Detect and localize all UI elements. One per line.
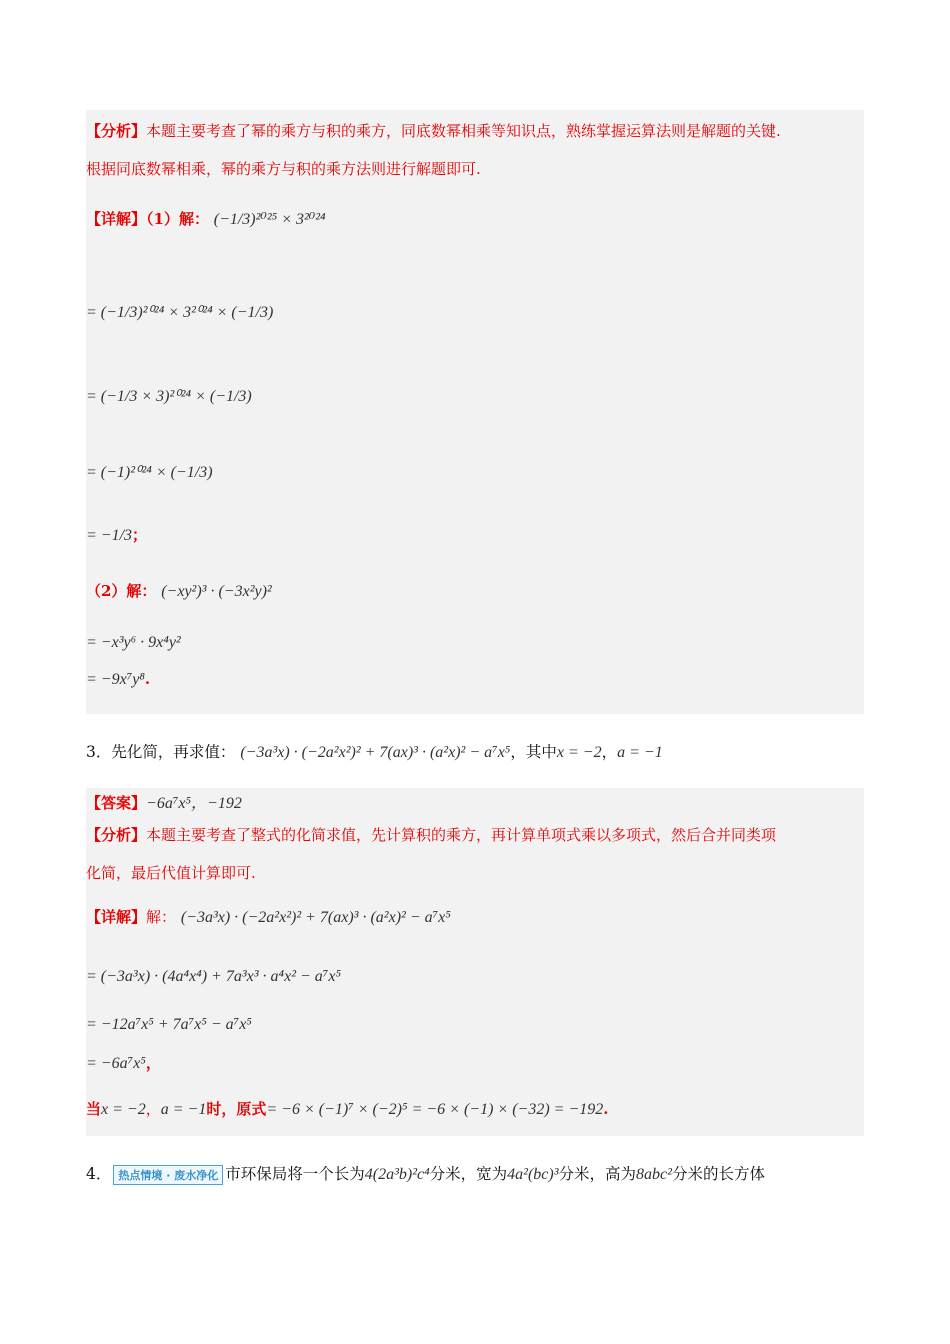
- step-2: = −12a⁷x⁵ + 7a⁷x⁵ − a⁷x⁵: [86, 1016, 252, 1033]
- detail-label: 【详解】: [86, 210, 147, 228]
- analysis-line-2: 根据同底数幂相乘，幂的乘方与积的乘方法则进行解题即可.: [86, 160, 481, 178]
- answer-label: 【答案】: [86, 794, 147, 812]
- step-6: = −9x⁷y⁸.: [86, 670, 151, 688]
- detail-part1: 【详解】（1）解： (−1/3)²⁰²⁵ × 3²⁰²⁴: [86, 210, 326, 228]
- part1-expression: (−1/3)²⁰²⁵ × 3²⁰²⁴: [213, 211, 326, 228]
- solution-panel-2: [86, 788, 864, 1136]
- step-3: = (−1)²⁰²⁴ × (−1/3): [86, 464, 213, 481]
- analysis-label: 【分析】: [86, 122, 147, 140]
- step-2: = (−1/3 × 3)²⁰²⁴ × (−1/3): [86, 388, 252, 405]
- final-line: 当x = −2，a = −1时，原式= −6 × (−1)⁷ × (−2)⁵ = −6 × (−1) × (−32) = −192.: [86, 1100, 609, 1118]
- analysis-line-1: 【分析】本题主要考查了幂的乘方与积的乘方，同底数幂相乘等知识点，熟练掌握运算法则是解题的关键.: [86, 122, 781, 140]
- step-5: = −x³y⁶ · 9x⁴y²: [86, 634, 181, 651]
- answer-line: 【答案】−6a⁷x⁵，−192: [86, 794, 242, 812]
- detail-part2: [86, 580, 272, 601]
- height-expression: 8abc²: [636, 1166, 672, 1183]
- question-number: 3．: [86, 743, 112, 761]
- detail-label: 【详解】: [86, 908, 147, 926]
- step-4: = −1/3；: [86, 526, 148, 544]
- topic-tag: 热点情境 · 废水净化: [113, 1165, 223, 1185]
- analysis-label: 【分析】: [86, 826, 147, 844]
- step-1: = (−3a³x) · (4a⁴x⁴) + 7a³x³ · a⁴x² − a⁷x⁵: [86, 968, 342, 985]
- length-expression: 4(2a³b)²c⁴: [364, 1166, 430, 1183]
- solution-panel-1: [86, 110, 864, 714]
- question-3: 3．先化简，再求值： (−3a³x) · (−2a²x²)² + 7(ax)³ · (a²x)² − a⁷x⁵，其中x = −2，a = −1: [86, 743, 663, 761]
- final-expression: = −6 × (−1)⁷ × (−2)⁵ = −6 × (−1) × (−32) = −192: [266, 1101, 604, 1118]
- question-expression: (−3a³x) · (−2a²x²)² + 7(ax)³ · (a²x)² − a⁷x⁵: [240, 744, 511, 761]
- question-4: 4． 热点情境 · 废水净化 市环保局将一个长为4(2a³b)²c⁴分米，宽为4a²(bc)³分米，高为8abc²分米的长方体: [86, 1165, 765, 1183]
- detail-expression: (−3a³x) · (−2a²x²)² + 7(ax)³ · (a²x)² − a⁷x⁵: [180, 909, 451, 926]
- analysis-line-2: 化简，最后代值计算即可.: [86, 864, 256, 882]
- step-1: = (−1/3)²⁰²⁴ × 3²⁰²⁴ × (−1/3): [86, 304, 274, 321]
- question-number: 4．: [86, 1165, 112, 1183]
- detail-line: 【详解】解： (−3a³x) · (−2a²x²)² + 7(ax)³ · (a²x)² − a⁷x⁵: [86, 908, 451, 926]
- part2-label: （2）解：: [86, 582, 157, 600]
- analysis-line-1: 【分析】本题主要考查了整式的化简求值，先计算积的乘方，再计算单项式乘以多项式，然后合并同类项: [86, 826, 777, 844]
- part2-expression: (−xy²)³ · (−3x²y)²: [161, 583, 272, 600]
- width-expression: 4a²(bc)³: [507, 1166, 559, 1183]
- step-3: = −6a⁷x⁵，: [86, 1054, 161, 1072]
